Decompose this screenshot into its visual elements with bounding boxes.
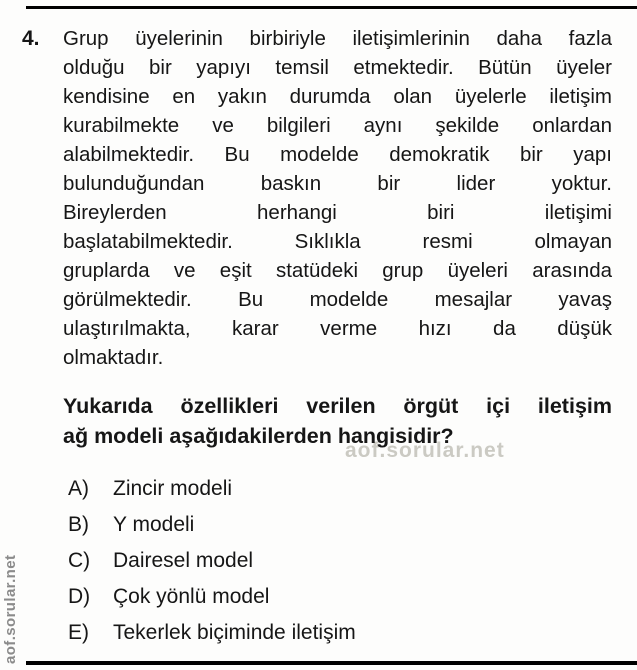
left-vertical-watermark: aof.sorular.net [2, 554, 19, 664]
option-text: Tekerlek biçiminde iletişim [113, 621, 356, 644]
body-line: olduğu bir yapıyı temsil etmektedir. Bütün üyeler [63, 56, 612, 79]
body-line: kendisine en yakın durumda olan üyelerle iletişim [63, 85, 612, 108]
body-line: görülmektedir. Bu modelde mesajlar yavaş [63, 288, 612, 311]
top-scan-bar [26, 6, 637, 9]
body-line: başlatabilmektedir. Sıklıkla resmi olmayan [63, 230, 612, 253]
bottom-scan-bar [26, 661, 637, 665]
option-d [68, 582, 356, 611]
option-b [68, 510, 356, 539]
option-e [68, 618, 356, 647]
body-line: kurabilmekte ve bilgileri aynı şekilde onlardan [63, 114, 612, 137]
option-text: Zincir modeli [113, 477, 233, 500]
center-watermark: aof.sorular.net [345, 439, 505, 462]
option-letter: D) [68, 585, 91, 608]
option-letter: E) [68, 621, 89, 644]
body-line: Bireylerden herhangi biri iletişimi [63, 201, 612, 224]
body-line: bulunduğundan baskın bir lider yoktur. [63, 172, 612, 195]
body-line: ulaştırılmakta, karar verme hızı da düşük [63, 317, 612, 340]
option-letter: A) [68, 477, 89, 500]
option-text: Y modeli [113, 513, 195, 536]
body-line: Grup üyelerinin birbiriyle iletişimlerinin daha fazla [63, 27, 612, 50]
question-body [63, 24, 612, 372]
option-text: Çok yönlü model [113, 585, 270, 608]
prompt-line: ağ modeli aşağıdakilerden hangisidir? [63, 424, 454, 448]
options-list [68, 474, 356, 654]
prompt-line: Yukarıda özellikleri verilen örgüt içi iletişim [63, 394, 612, 418]
option-letter: B) [68, 513, 89, 536]
question-prompt [63, 391, 612, 451]
option-a [68, 474, 356, 503]
option-text: Dairesel model [113, 549, 254, 572]
option-c [68, 546, 356, 575]
body-line: gruplarda ve eşit statüdeki grup üyeleri arasında [63, 259, 612, 282]
body-line: olmaktadır. [63, 346, 164, 369]
body-line: alabilmektedir. Bu modelde demokratik bir yapı [63, 143, 612, 166]
option-letter: C) [68, 549, 91, 572]
question-number: 4. [22, 27, 40, 50]
